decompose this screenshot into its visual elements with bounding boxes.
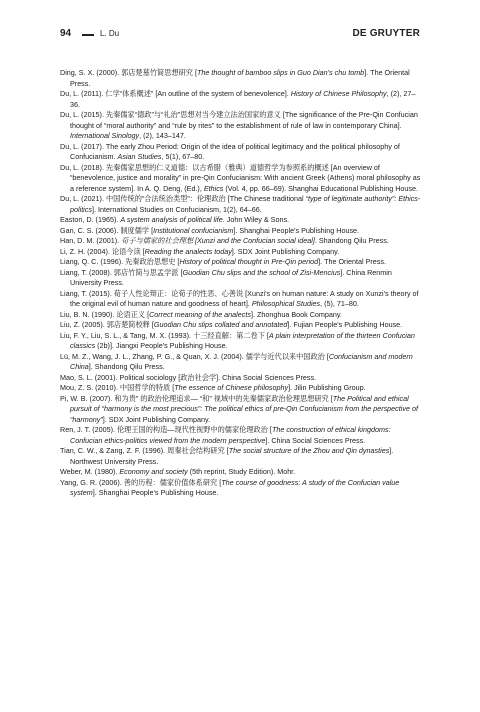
- reference-post: ]. Shandong Qilu Press.: [88, 362, 165, 371]
- reference-entry: [60, 320, 422, 331]
- reference-title: International Sinology: [70, 131, 140, 140]
- reference-title: History of Chinese Philosophy: [290, 89, 387, 98]
- reference-entry: [60, 68, 422, 89]
- reference-pre: Du, L. (2015). 先秦儒家“德政”与“礼治”思想对当今建立法治国家的意义 [The significance of the Pre-Qin Confucian thought of “moral authority” and “rule by rites” to the establishment of rule of law in contemporary China].: [60, 110, 418, 130]
- reference-title: 荀子与儒家的社会理想 [Xunzi and the Confucian social ideal]: [121, 236, 315, 245]
- reference-title: Guodian Chu slips collated and annotated: [153, 320, 288, 329]
- reference-pre: Liu, Z. (2005). 郭店楚简校释 [: [60, 320, 154, 329]
- header-rule: [82, 34, 94, 36]
- reference-entry: [60, 373, 422, 384]
- reference-title: Asian Studies: [117, 152, 162, 161]
- reference-post: ]. International Studies on Confucianism, 1(2), 64–66.: [91, 204, 262, 214]
- reference-title: Reading the analects today: [144, 246, 232, 256]
- reference-entry: [60, 142, 422, 163]
- running-author: L. Du: [100, 29, 120, 38]
- reference-post: . John Wiley & Sons.: [222, 215, 290, 224]
- reference-post: ]. Fujian People's Publishing House.: [287, 320, 403, 329]
- reference-pre: Du, L. (2018). 先秦儒家思想的仁义道德：以古希腊（雅典）道德哲学为参照系的概述 [An overview of “benevolence, justice and morality” in pre-Qin Confucianism: With ancient Greek (Athens) moral philosophy as a reference system]. In A. Q. Deng, (Ed.),: [60, 162, 421, 193]
- reference-entry: [60, 467, 422, 478]
- reference-title: History of political thought in Pre-Qin period: [179, 257, 319, 266]
- reference-post: , (2), 143–147.: [139, 131, 186, 140]
- reference-title: A plain interpretation of the thirteen Confucian classics: [70, 330, 415, 350]
- reference-entry: [60, 446, 422, 467]
- reference-pre: Lü, M. Z., Wang, J. L., Zhang, P. G., & Quan, X. J. (2004). 儒学与近代以来中国政治 [: [60, 351, 329, 361]
- reference-title: The construction of ethical kingdoms: Confucian ethics-politics viewed from the modern perspective: [70, 425, 391, 445]
- reference-post: ]. SDX Joint Publishing Company.: [102, 414, 211, 424]
- reference-entry: [60, 89, 422, 110]
- reference-title: “type of legitimate authority”: Ethics-politics: [70, 194, 421, 214]
- reference-pre: Du, L. (2011). 仁学“体系概述” [An outline of the system of benevolence].: [60, 89, 291, 98]
- publisher-logo: DE GRUYTER: [352, 28, 420, 39]
- reference-post: , (2), 27–36.: [70, 89, 416, 109]
- reference-entry: [60, 226, 422, 237]
- reference-pre: Han, D. M. (2001).: [60, 236, 122, 245]
- reference-title: Correct meaning of the analects: [149, 309, 251, 319]
- reference-title: The course of goodness: A study of the Confucian value system: [70, 477, 400, 497]
- reference-pre: Liu, F. Y., Liu, S. L., & Tang, M. X. (1993). 十三经直解：第二卷下 [: [60, 330, 269, 340]
- reference-entry: [60, 352, 422, 373]
- reference-title: Philosophical Studies: [251, 299, 321, 308]
- reference-post: , 5(1), 67–80.: [161, 152, 205, 161]
- reference-post: ]. Shanghai People's Publishing House.: [233, 225, 360, 235]
- reference-title: The essence of Chinese philosophy: [174, 383, 289, 392]
- reference-title: Economy and society: [119, 467, 188, 476]
- reference-title: The Political and ethical pursuit of “harmony is the most precious”: The political ethics of pre-Qin Confucianism from the perspective of “harmony”: [70, 393, 418, 424]
- reference-title: Ethics: [203, 183, 224, 193]
- reference-pre: Pi, W. B. (2007). 和为贵” 的政治伦理追求— “和” 视域中的先秦儒家政治伦理思想研究 [: [60, 393, 333, 403]
- reference-pre: Ren, J. T. (2005). 伦理王国的构造—现代性视野中的儒家伦理政治 [: [60, 425, 272, 434]
- reference-entry: [60, 257, 422, 268]
- reference-entry: [60, 215, 422, 226]
- reference-entry: [60, 110, 422, 142]
- reference-pre: Mao, S. L. (2001). Political sociology [政治社会学]. China Social Sciences Press.: [60, 372, 317, 382]
- reference-entry: [60, 236, 422, 247]
- reference-post: (5th reprint, Study Edition). Mohr.: [187, 467, 296, 476]
- reference-entry: [60, 163, 422, 195]
- reference-pre: Mou, Z. S. (2010). 中国哲学的特质 [: [60, 383, 175, 392]
- reference-title: A system analysis of political life: [120, 215, 223, 224]
- reference-pre: Du, L. (2017). The early Zhou Period: Origin of the idea of political legitimacy and the political philosophy of Confucianism.: [60, 141, 400, 161]
- reference-post: (2b)]. Jiangxi People's Publishing House.: [95, 341, 228, 350]
- page-number: 94: [60, 28, 72, 39]
- reference-list: [60, 68, 422, 499]
- reference-post: ]. Zhonghua Book Company.: [250, 309, 342, 319]
- reference-entry: [60, 478, 422, 499]
- reference-title: The social structure of the Zhou and Qin dynasties: [228, 446, 390, 455]
- reference-title: Confucianism and modern China: [70, 351, 413, 371]
- reference-pre: Weber, M. (1980).: [60, 467, 120, 476]
- reference-entry: [60, 394, 422, 426]
- reference-pre: Du, L. (2021). 中国传统的“合法统治类型”：伦理政治 [The Chinese traditional: [60, 194, 306, 203]
- reference-entry: [60, 247, 422, 258]
- reference-post: ]. The Oriental Press.: [70, 68, 410, 88]
- reference-pre: Liu, B. N. (1990). 论语正义 [: [60, 309, 150, 319]
- reference-pre: Li, Z. H. (2004). 论语今读 [: [60, 246, 145, 256]
- reference-title: Institutional confucianism: [153, 225, 234, 235]
- reference-entry: [60, 383, 422, 394]
- reference-entry: [60, 331, 422, 352]
- reference-entry: [60, 289, 422, 310]
- reference-post: , (5), 71–80.: [320, 299, 359, 308]
- reference-post: ]. Northwest University Press.: [70, 446, 394, 466]
- reference-post: ]. Shanghai People's Publishing House.: [92, 488, 219, 497]
- reference-post: ]. China Social Sciences Press.: [265, 435, 366, 445]
- reference-entry: [60, 268, 422, 289]
- reference-pre: Liang, Q. C. (1996). 先秦政治思想史 [: [60, 257, 180, 266]
- reference-pre: Tian, C. W., & Zang, Z. F. (1996). 周秦社会结构研究 [: [60, 446, 229, 455]
- reference-entry: [60, 310, 422, 321]
- reference-title: The thought of bamboo slips in Guo Dian's chu tomb: [197, 68, 365, 77]
- reference-post: ]. The Oriental Press.: [318, 257, 386, 266]
- reference-entry: [60, 425, 422, 446]
- reference-post: ]. China Renmin University Press.: [70, 267, 392, 287]
- page-header: [60, 28, 420, 42]
- reference-entry: [60, 194, 422, 215]
- reference-pre: Liang, T. (2015). 荀子人性论辩正：论荀子的性恶、心善说 [Xunzi's on human nature: A study on Xunzi's theory of the original evil of human nature and goodness of heart].: [60, 288, 419, 308]
- reference-title: Guodian Chu slips and the school of Zisi-Mencius: [182, 267, 341, 277]
- reference-post: (Vol. 4, pp. 66–69). Shanghai Educational Publishing House.: [223, 183, 419, 193]
- reference-post: . Shandong Qilu Press.: [314, 236, 389, 245]
- reference-pre: Easton, D. (1965).: [60, 215, 121, 224]
- reference-pre: Yang, G. R. (2006). 善的历程：儒家价值体系研究 [: [60, 477, 222, 487]
- reference-pre: Gan, C. S. (2006). 制度儒学 [: [60, 225, 154, 235]
- reference-pre: Liang, T. (2008). 郭店竹简与思孟学派 [: [60, 267, 183, 277]
- reference-pre: Ding, S. X. (2000). 郭店楚墓竹简思想研究 [: [60, 68, 197, 77]
- reference-post: ]. Jilin Publishing Group.: [288, 383, 366, 392]
- reference-post: ]. SDX Joint Publishing Company.: [231, 246, 340, 256]
